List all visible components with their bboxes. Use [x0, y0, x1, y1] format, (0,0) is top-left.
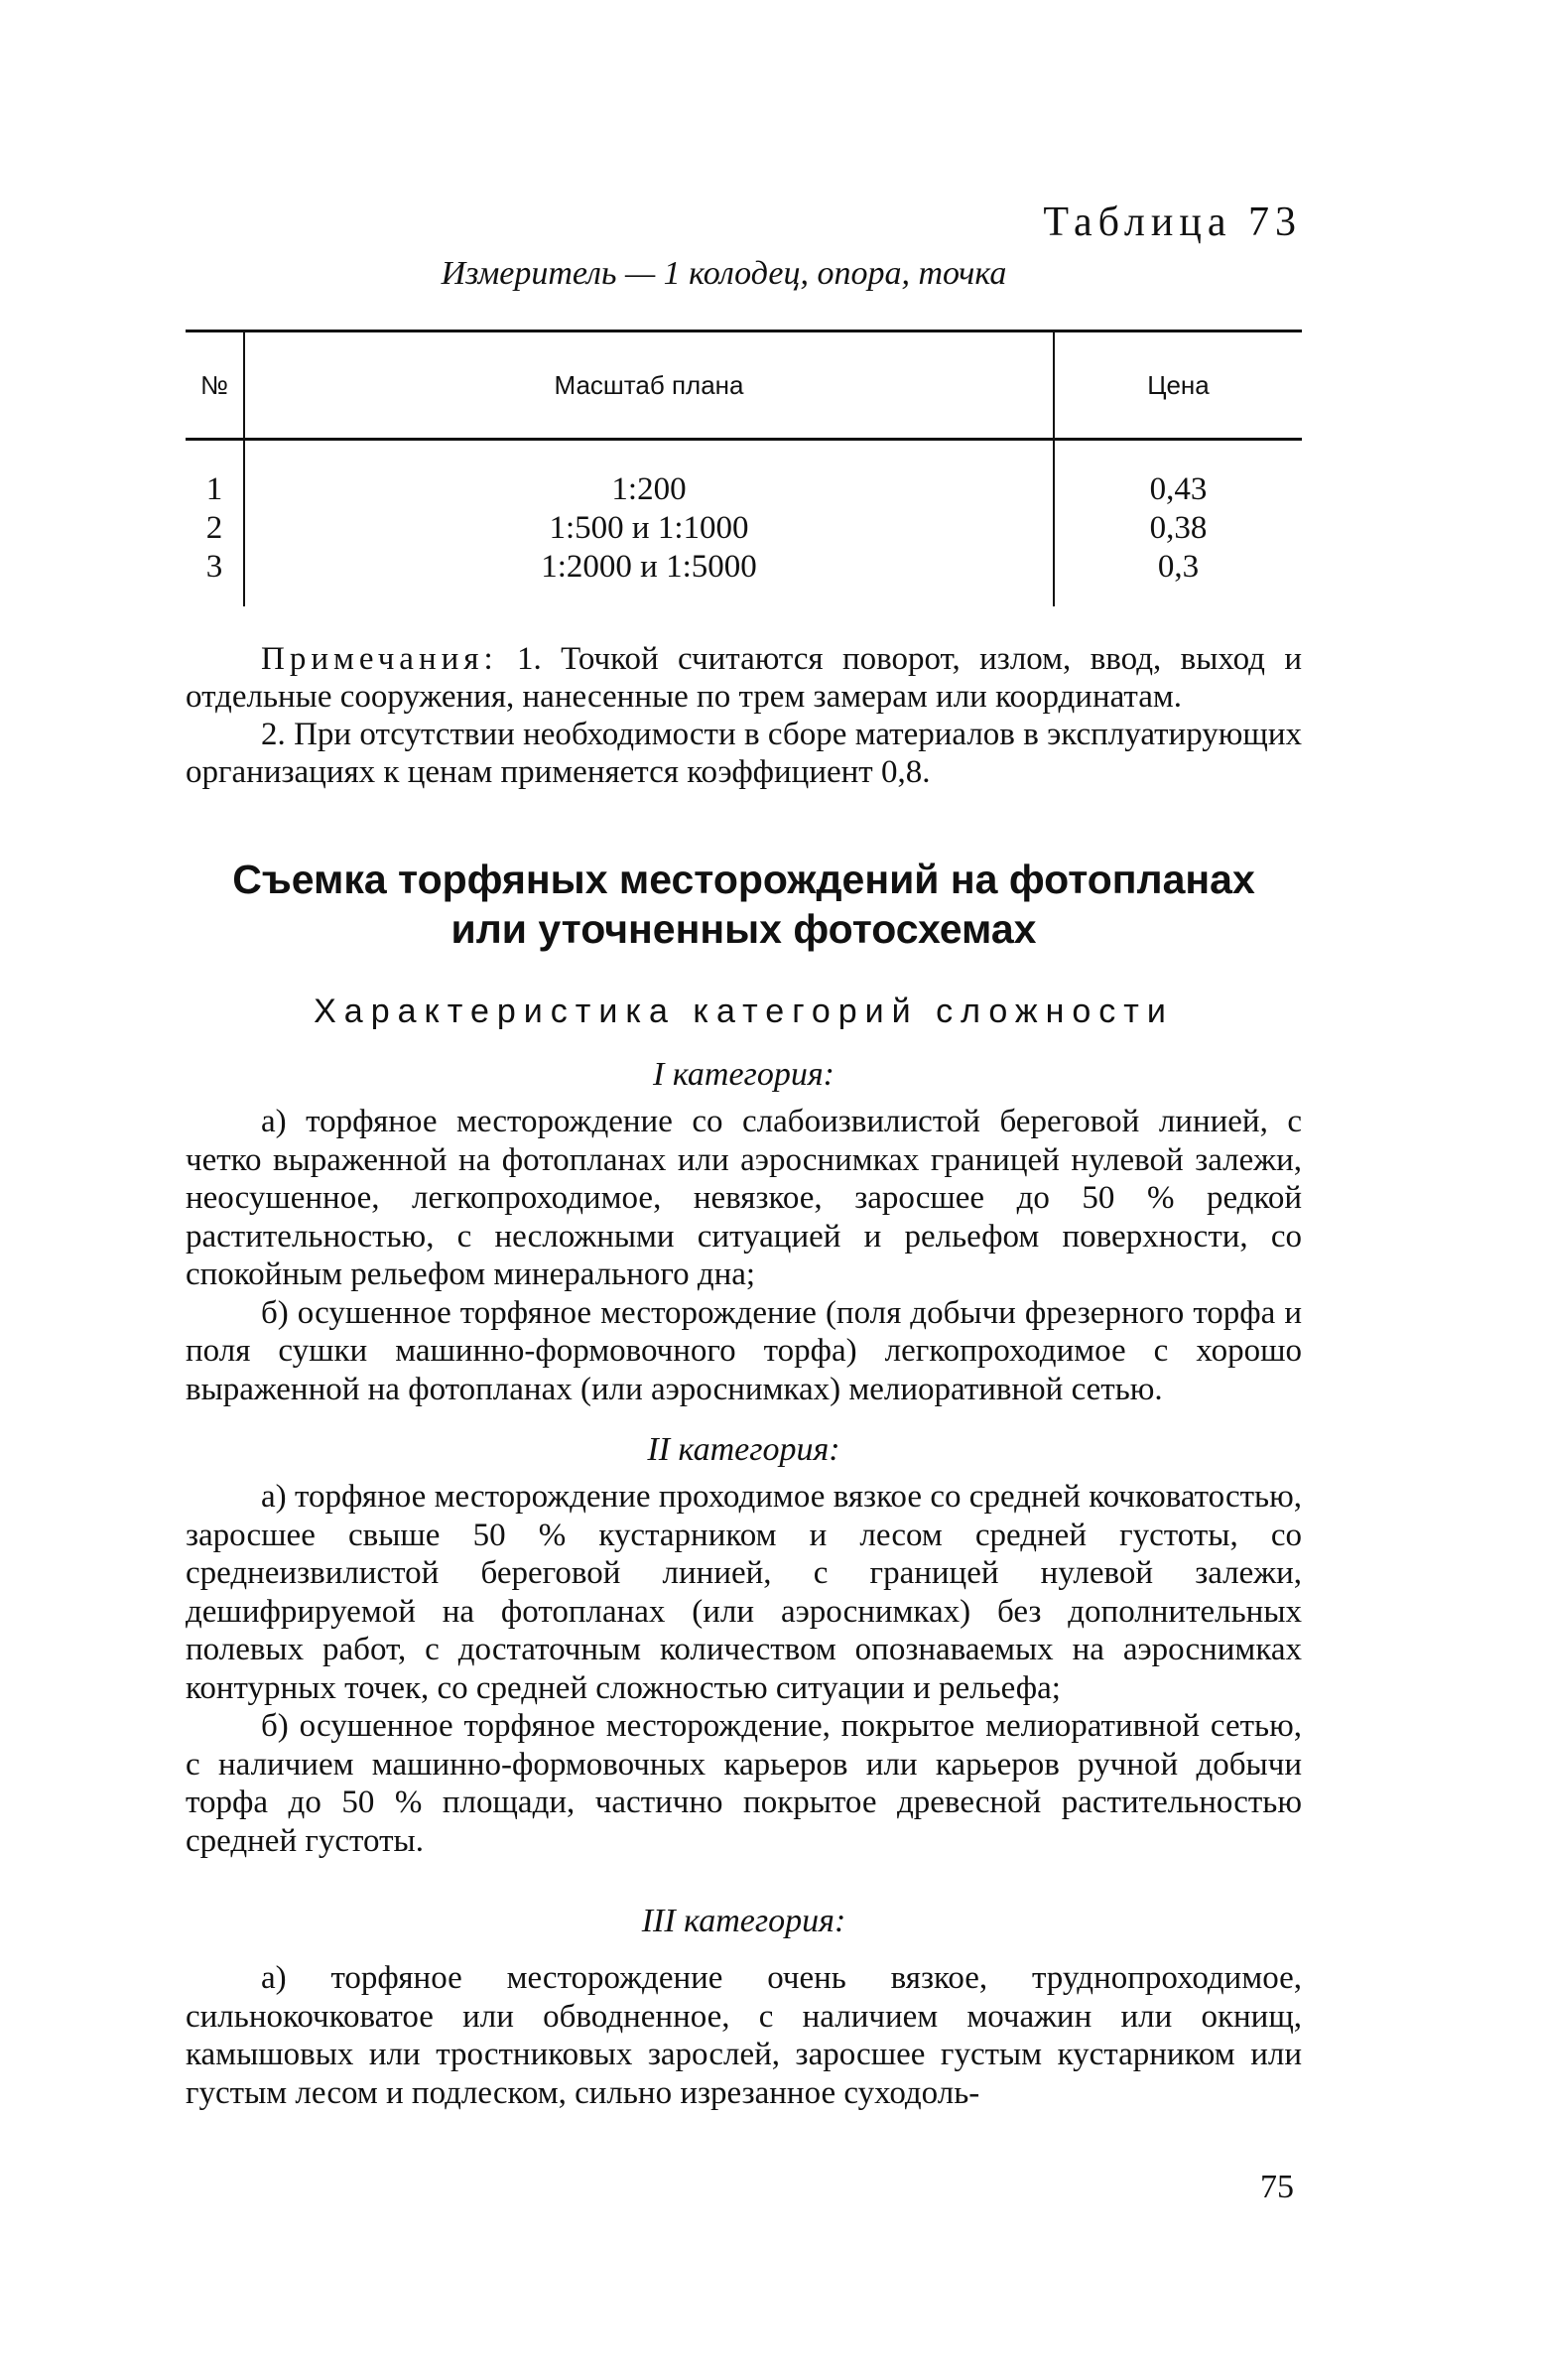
table-row	[186, 440, 1302, 607]
price-table	[186, 330, 1302, 606]
table-header-row	[186, 331, 1302, 440]
row-num: 1	[205, 471, 223, 507]
notes-label: Примечания:	[261, 641, 498, 677]
category-heading-1: I категория:	[653, 1056, 835, 1093]
category-2-item-b: б) осушенное торфяное месторождение, покрытое мелиоративной сетью, с наличием машинно-формовочных карьеров или карьеров ручной добычи торфа до 50 % площади, частично покрытое древесной растительностью средней густоты.	[186, 1708, 1302, 1859]
category-3-item-a: а) торфяное месторождение очень вязкое, труднопроходимое, сильнокочковатое или обводненное, с наличием мочажин или окнищ, камышовых или тростниковых зарослей, заросшее густым кустарником или густым лесом и подлеском, сильно изрезанное суходоль-	[186, 1960, 1302, 2111]
notes	[186, 640, 1302, 791]
subsection-title: Характеристика категорий сложности	[314, 992, 1174, 1030]
header-scale: Масштаб плана	[244, 331, 1054, 440]
document-page	[186, 198, 1302, 2112]
category-1-item-a: а) торфяное месторождение со слабоизвилистой береговой линией, с четко выраженной на фотопланах или аэроснимках границей нулевой залежи, неосушенное, легкопроходимое, невязкое, заросшее до 50 % редкой растительностью, с несложными ситуацией и рельефом поверхности, со спокойным рельефом минерального дна;	[186, 1104, 1302, 1292]
row-scale: 1:2000 и 1:5000	[541, 549, 757, 585]
row-scale: 1:500 и 1:1000	[549, 510, 749, 546]
category-2-item-a: а) торфяное месторождение проходимое вязкое со средней кочковатостью, заросшее свыше 50 % кустарником и лесом средней густоты, со среднеизвилистой береговой линией, с границей нулевой залежи, дешифрируемой на фотопланах (или аэроснимках) без дополнительных полевых работ, с достаточным количеством опознаваемых на аэроснимках контурных точек, со средней сложностью ситуации и рельефа;	[186, 1479, 1302, 1706]
page-number: 75	[1260, 2169, 1294, 2205]
row-scales-cell	[244, 440, 1054, 607]
note-1	[186, 640, 1302, 716]
section-title	[186, 855, 1302, 954]
table-title: Таблица 73	[1043, 199, 1302, 245]
row-num: 2	[205, 510, 223, 546]
row-num: 3	[205, 549, 223, 585]
row-price: 0,43	[1149, 471, 1208, 507]
header-price: Цена	[1054, 331, 1302, 440]
row-numbers-cell	[186, 440, 244, 607]
row-price: 0,3	[1157, 549, 1200, 585]
category-heading-2: II категория:	[647, 1431, 840, 1468]
section-title-line-2: или уточненных фотосхемах	[450, 906, 1037, 952]
category-heading-3: III категория:	[641, 1903, 846, 1939]
table-measure: Измеритель — 1 колодец, опора, точка	[441, 255, 1007, 292]
category-1-item-b: б) осушенное торфяное месторождение (поля добычи фрезерного торфа и поля сушки машинно-формовочного торфа) легкопроходимое с хорошо выраженной на фотопланах (или аэроснимках) мелиоративной сетью.	[186, 1294, 1302, 1407]
row-scale: 1:200	[611, 471, 687, 507]
header-num: №	[186, 331, 244, 440]
row-prices-cell	[1054, 440, 1302, 607]
note-2: 2. При отсутствии необходимости в сборе материалов в эксплуатирующих организациях к ценам применяется коэффициент 0,8.	[186, 717, 1302, 790]
note-1-text: 1. Точкой считаются поворот, излом, ввод, выход и отдельные сооружения, нанесенные по трем замерам или координатам.	[186, 641, 1303, 715]
section-title-line-1: Съемка торфяных месторождений на фотопланах	[232, 857, 1255, 902]
row-price: 0,38	[1149, 510, 1208, 546]
